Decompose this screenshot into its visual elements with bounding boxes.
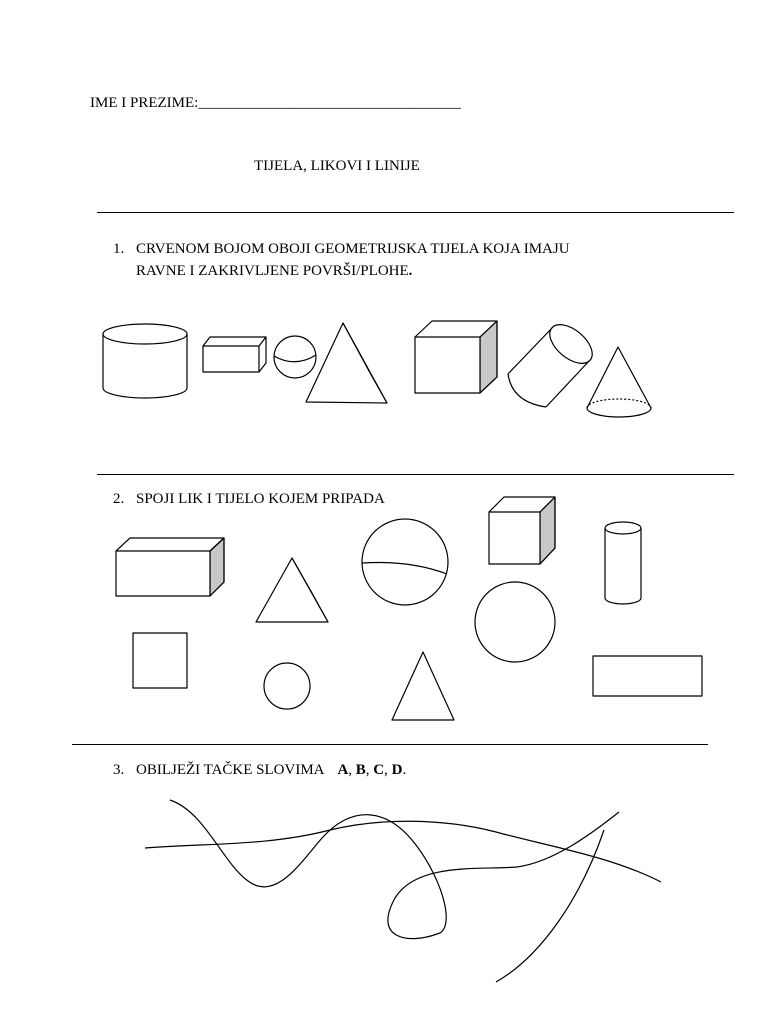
triangle-icon xyxy=(392,652,454,720)
pyramid-icon xyxy=(306,323,387,403)
cylinder-2-icon xyxy=(605,522,641,604)
name-label: IME I PREZIME: xyxy=(90,95,199,111)
letter-sep-1: , xyxy=(348,762,356,778)
square-icon xyxy=(133,633,187,688)
task-1-text: CRVENOM BOJOM OBOJI GEOMETRIJSKA TIJELA KOJA IMAJU xyxy=(136,241,570,257)
rectangle-icon xyxy=(593,656,702,696)
letter-b: B xyxy=(355,762,366,778)
letter-d: D xyxy=(391,762,403,778)
cuboid-icon xyxy=(116,538,224,596)
task-1-text-2: RAVNE I ZAKRIVLJENE POVRŠI/PLOHE xyxy=(136,263,409,279)
letter-sep-2: , xyxy=(365,762,374,778)
page-title: TIJELA, LIKOVI I LINIJE xyxy=(254,158,420,174)
letter-a: A xyxy=(337,762,349,778)
sphere-icon xyxy=(274,336,316,378)
letter-sep-3: , xyxy=(384,762,392,778)
name-line: ___________________________________ xyxy=(198,95,461,111)
task-1-number: 1. xyxy=(113,241,125,257)
cylinder-icon xyxy=(103,324,187,398)
curved-line-3 xyxy=(496,830,604,982)
task-1-period: . xyxy=(408,263,413,279)
task-2-text: SPOJI LIK I TIJELO KOJEM PRIPADA xyxy=(136,491,385,507)
circle-icon xyxy=(475,582,555,662)
cube-icon xyxy=(415,321,497,393)
sphere-2-icon xyxy=(362,519,448,605)
task-2-number: 2. xyxy=(113,491,125,507)
task-3-period: . xyxy=(402,762,407,778)
task-3-number: 3. xyxy=(113,762,125,778)
cube-2-icon xyxy=(489,497,555,564)
letter-c: C xyxy=(373,762,385,778)
cone-icon xyxy=(587,347,651,417)
task-3-text: OBILJEŽI TAČKE SLOVIMA xyxy=(136,762,324,778)
small-circle-icon xyxy=(264,663,310,709)
tilted-cylinder-icon xyxy=(508,317,599,407)
small-box-icon xyxy=(203,337,266,372)
pyramid-2-icon xyxy=(256,558,328,622)
curved-line-1 xyxy=(170,800,619,939)
